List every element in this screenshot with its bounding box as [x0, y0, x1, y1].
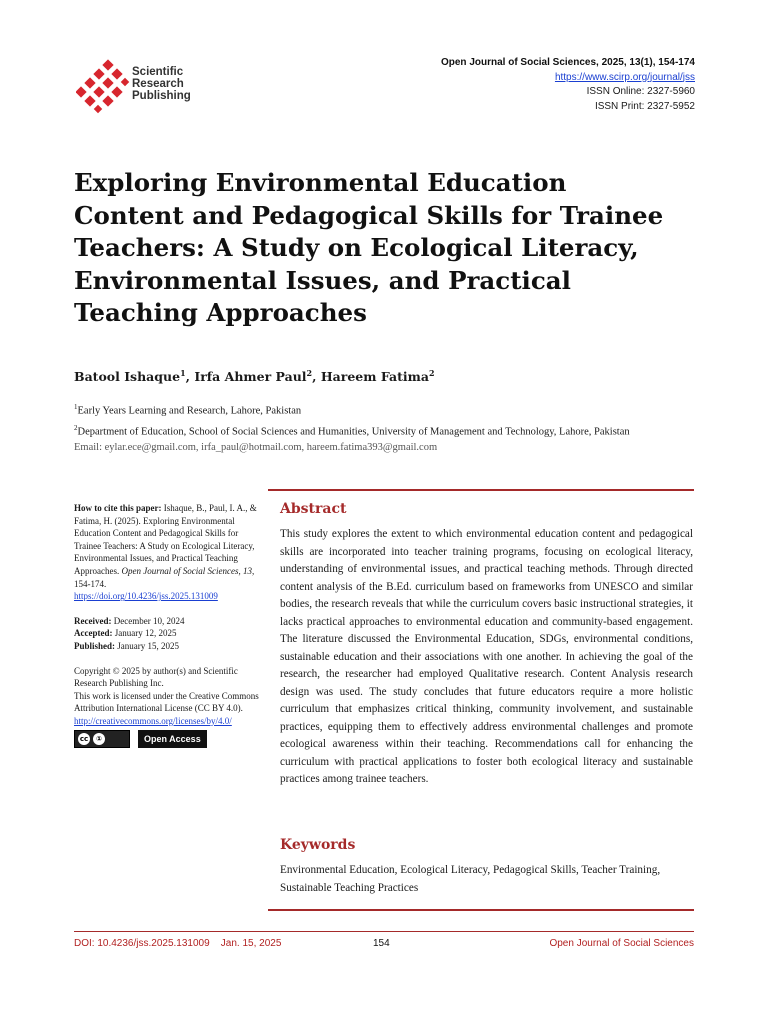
- footer-date: Jan. 15, 2025: [220, 938, 282, 949]
- footer-doi: DOI: 10.4236/jss.2025.131009: [74, 938, 210, 949]
- cc-by-badge[interactable]: [74, 730, 130, 748]
- affiliation-mark: 2: [74, 423, 78, 432]
- title-line: Content and Pedagogical Skills for Trainee: [74, 200, 664, 230]
- footer-rule: [74, 931, 694, 932]
- copyright-block: [74, 665, 266, 728]
- author-list: Batool Ishaque$^1$, Irfa Ahmer Paul$^2$, Hareem Fatima$^2$: [74, 368, 435, 385]
- abstract-top-rule: [268, 489, 694, 491]
- page-number: 154: [373, 938, 390, 949]
- publisher-name-line: Research: [132, 78, 184, 90]
- abstract-bottom-rule: [268, 909, 694, 911]
- keywords-heading: Keywords: [280, 837, 356, 853]
- cite-journal: Open Journal of Social Sciences, 13,: [121, 565, 255, 576]
- abstract-text: This study explores the extent to which environmental education content and pedagogical skills are incorporated into teacher training programs, focusing on ecological literacy, understanding of environmental issues, and practical teaching methods. Through directed content analysis of the B.Ed. curriculum based on frameworks from UNESCO and similar bodies, the research reveals that while the curriculum covers basic instructional strategies, it lacks practical approaches to environmental education and community-based engagement. The literature discussed the Environmental Education, SDGs, environmental conditions, sustainable education and their associations with one another. In achieving the goal of the research, the researcher had employed Qualitative research. Content Analysis research design was used. The study concludes that future educators require a more holistic curriculum that emphasizes critical thinking, community involvement, and sustainable practices, equipping them to effectively address environmental challenges and promote ecological awareness within their teaching. Recommendations call for enhancing the curriculum with practical applications to foster both ecological literacy and sustainable practices among trainee teachers.: [280, 528, 693, 785]
- diamond-cluster-icon: [76, 59, 132, 119]
- title-line: Exploring Environmental Education: [74, 168, 567, 197]
- journal-header: [441, 56, 695, 114]
- license-link[interactable]: http://creativecommons.org/licenses/by/4.0/: [74, 715, 232, 726]
- license-badges: [74, 730, 266, 749]
- author-affiliation-mark: 2: [428, 368, 435, 378]
- author-name: Batool Ishaque: [74, 369, 181, 385]
- attribution-icon: ①: [93, 733, 105, 745]
- footer-journal: Open Journal of Social Sciences: [549, 938, 694, 949]
- cite-text: Ishaque, B., Paul, I. A., & Fatima, H. (2025). Exploring Environmental Education Content and Pedagogical Skills for Trainee Teachers: A Study on Ecological Literacy, Environmental Issues, and Practical Teaching Approaches.: [74, 503, 257, 576]
- affiliation-item: [74, 420, 674, 441]
- publisher-name-line: Scientific: [132, 66, 184, 78]
- accepted-label: Accepted:: [74, 628, 113, 639]
- paper-title: [74, 167, 694, 330]
- affiliation-item: [74, 399, 674, 420]
- author-affiliation-mark: 2: [306, 368, 313, 378]
- affiliation-mark: 1: [74, 403, 78, 411]
- keywords-text: Environmental Education, Ecological Literacy, Pedagogical Skills, Teacher Training, Sustainable Teaching Practices: [280, 864, 661, 894]
- doi-link[interactable]: https://doi.org/10.4236/jss.2025.131009: [74, 591, 218, 602]
- published-label: Published:: [74, 640, 116, 651]
- cite-pages: 154-174.: [74, 578, 107, 589]
- author-name: Irfa Ahmer Paul: [194, 369, 307, 385]
- affiliation-text: Early Years Learning and Research, Lahore, Pakistan: [77, 405, 302, 417]
- issn-print: ISSN Print: 2327-5952: [594, 100, 695, 112]
- open-access-badge: Open Access: [138, 730, 207, 749]
- author-affiliation-mark: 1: [180, 368, 186, 378]
- title-line: Teachers: A Study on Ecological Literacy,: [74, 233, 639, 262]
- author-name: Hareem Fatima: [320, 369, 429, 385]
- cc-icon: cc: [78, 733, 90, 745]
- affiliations: [74, 399, 674, 456]
- journal-citation: Open Journal of Social Sciences, 2025, 13(1), 154-174: [440, 57, 695, 68]
- footer-doi-date: [74, 938, 281, 949]
- abstract-heading: Abstract: [280, 501, 347, 517]
- copyright-text: Copyright © 2025 by author(s) and Scientific Research Publishing Inc.: [74, 665, 238, 689]
- accepted-date: January 12, 2025: [114, 628, 177, 639]
- received-label: Received:: [74, 615, 112, 626]
- citation-block: [74, 502, 266, 603]
- license-text: This work is licensed under the Creative Commons Attribution International License (CC BY 4.0).: [74, 690, 259, 714]
- journal-url-link[interactable]: https://www.scirp.org/journal/jss: [554, 71, 695, 83]
- email-line: Email: eylar.ece@gmail.com, irfa_paul@hotmail.com, hareem.fatima393@gmail.com: [74, 442, 438, 453]
- cite-label: How to cite this paper:: [74, 503, 162, 513]
- issn-online: ISSN Online: 2327-5960: [586, 86, 695, 97]
- received-date: December 10, 2024: [113, 615, 185, 626]
- article-info-sidebar: [74, 502, 266, 748]
- publisher-name: [132, 66, 191, 102]
- title-line: Teaching Approaches: [74, 298, 367, 327]
- published-date: January 15, 2025: [117, 640, 180, 651]
- dates-block: [74, 615, 266, 653]
- title-line: Environmental Issues, and Practical: [74, 265, 571, 295]
- affiliation-text: Department of Education, School of Social Sciences and Humanities, University of Management and Technology, Lahore, Pakistan: [77, 426, 630, 437]
- publisher-name-line: Publishing: [132, 90, 191, 102]
